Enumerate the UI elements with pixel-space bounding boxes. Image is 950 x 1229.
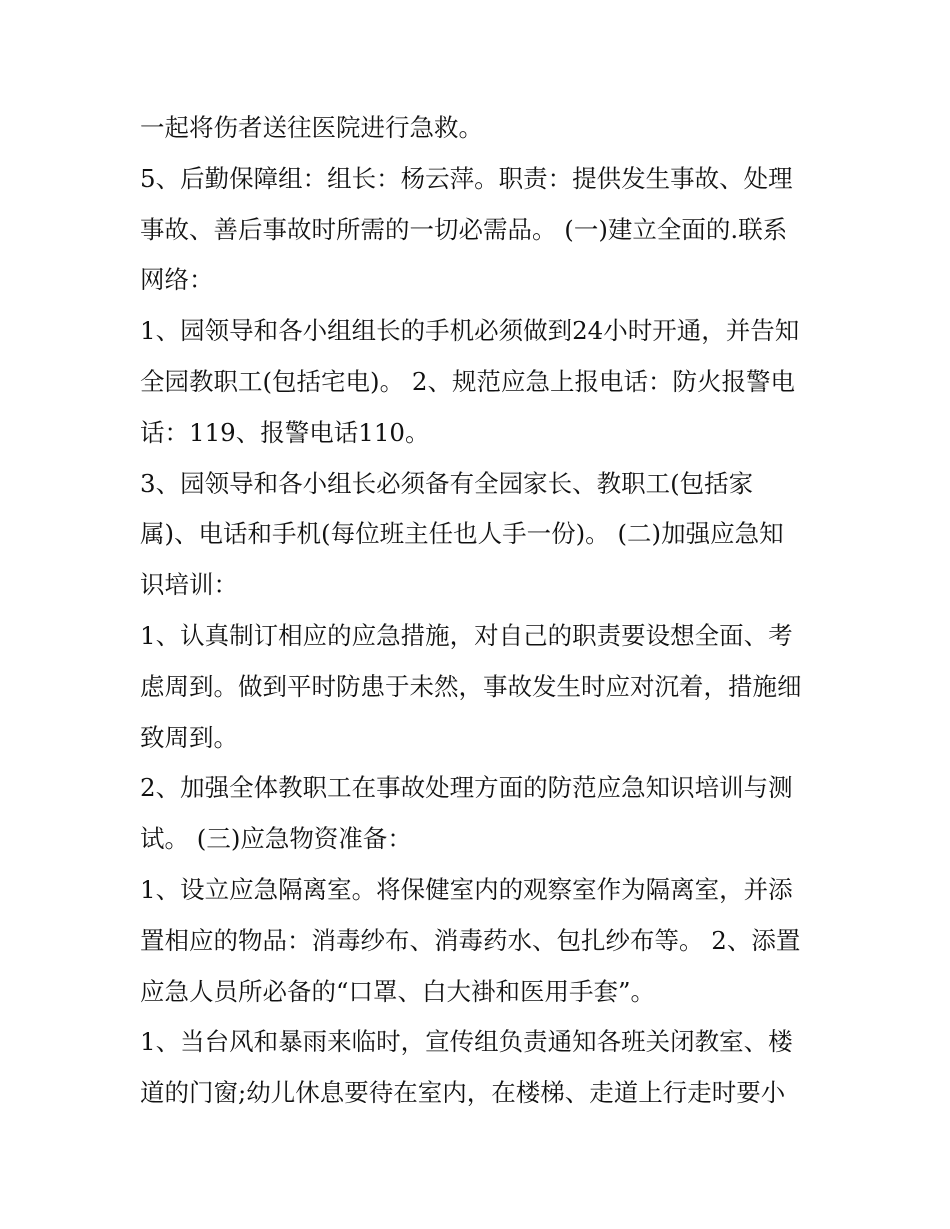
text-line: 1、当台风和暴雨来临时，宣传组负责通知各班关闭教室、楼 [140,1027,793,1057]
text-line: 事故、善后事故时所需的一切必需品。 (一)建立全面的.联系 [140,214,788,244]
text-line: 致周到。 [140,722,238,752]
text-line: 1、园领导和各小组组长的手机必须做到24小时开通，并告知 [140,316,800,346]
text-line: 试。 (三)应急物资准备： [140,824,412,854]
text-line: 识培训： [140,570,238,600]
text-line: 置相应的物品：消毒纱布、消毒药水、包扎纱布等。 2、添置 [140,925,801,955]
text-line: 一起将伤者送往医院进行急救。 [140,113,483,142]
text-line: 3、园领导和各小组长必须备有全园家长、教职工(包括家 [140,468,754,498]
text-line: 网络： [140,265,214,295]
text-line: 虑周到。做到平时防患于未然，事故发生时应对沉着，措施细 [140,671,802,701]
text-line: 1、认真制订相应的应急措施，对自己的职责要设想全面、考 [140,620,793,650]
text-line: 道的门窗;幼儿休息要待在室内，在楼梯、走道上行走时要小 [140,1078,786,1108]
text-line: 应急人员所必备的“口罩、白大褂和医用手套”。 [140,976,656,1006]
text-line: 5、后勤保障组：组长：杨云萍。职责：提供发生事故、处理 [140,163,793,193]
text-line: 全园教职工(包括宅电)。 2、规范应急上报电话：防火报警电 [140,366,795,396]
document-body [140,103,820,1119]
text-line: 属)、电话和手机(每位班主任也人手一份)。 (二)加强应急知 [140,519,784,549]
text-line: 1、设立应急隔离室。将保健室内的观察室作为隔离室，并添 [140,874,793,904]
text-line: 2、加强全体教职工在事故处理方面的防范应急知识培训与测 [140,773,793,803]
text-line: 话：119、报警电话110。 [140,417,430,447]
